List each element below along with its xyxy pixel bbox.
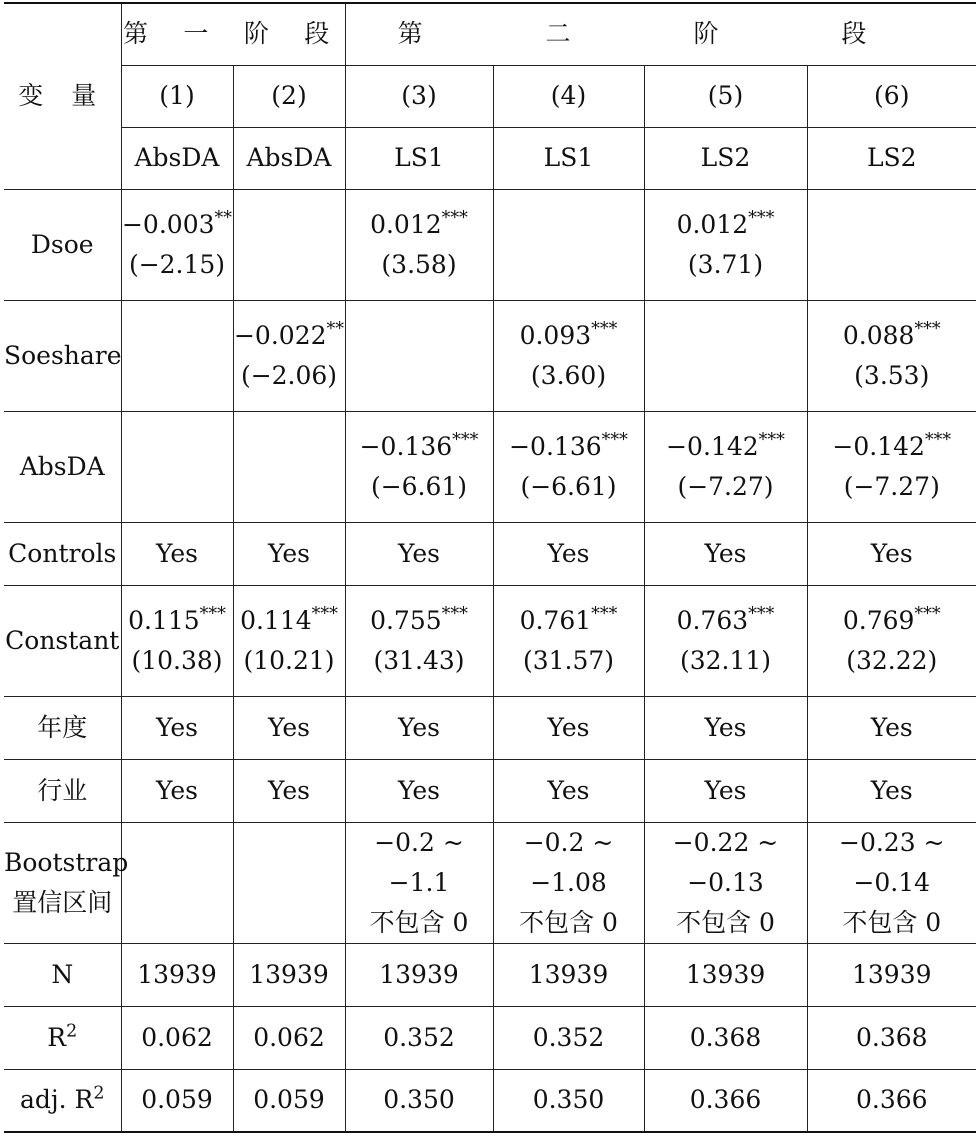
stage2-header <box>345 3 976 65</box>
table-cell: 0.352 <box>345 1006 493 1069</box>
coef-value: 0.012 <box>676 209 749 239</box>
table-cell: Yes <box>345 522 493 585</box>
row-label-constant: Constant <box>4 585 121 696</box>
t-statistic: (−6.61) <box>370 471 468 501</box>
row-adj-r2 <box>4 1069 976 1132</box>
coef-cell <box>644 189 807 300</box>
column-number: (4) <box>493 65 644 127</box>
table-cell: Yes <box>644 696 807 759</box>
coef-value: −0.142 <box>832 431 925 461</box>
table-cell: Yes <box>345 696 493 759</box>
row-controls <box>4 522 976 585</box>
bootstrap-label-line1: Bootstrap <box>4 847 129 877</box>
t-statistic: (10.21) <box>243 645 335 675</box>
table-cell: 13939 <box>493 943 644 1006</box>
row-label-dsoe: Dsoe <box>4 189 121 300</box>
row-label-r2 <box>4 1006 121 1069</box>
table-cell: Yes <box>807 759 976 822</box>
coef-cell <box>121 585 233 696</box>
r2-label-base: R <box>47 1022 67 1052</box>
column-number: (5) <box>644 65 807 127</box>
column-number: (6) <box>807 65 976 127</box>
ci-cell <box>345 822 493 943</box>
coef-value: −0.136 <box>359 431 453 461</box>
significance-stars: *** <box>311 603 338 624</box>
coef-cell <box>345 189 493 300</box>
row-label-bootstrap <box>4 822 129 943</box>
ci-range: −0.2 ~ −1.08 <box>523 827 614 897</box>
ci-cell <box>807 822 976 943</box>
significance-stars: *** <box>441 207 468 228</box>
row-label-year: 年度 <box>4 696 121 759</box>
coef-value: 0.093 <box>519 320 592 350</box>
table-cell: Yes <box>493 522 644 585</box>
significance-stars: *** <box>758 429 785 450</box>
ci-cell <box>233 822 345 943</box>
row-label-industry: 行业 <box>4 759 121 822</box>
coef-value: 0.115 <box>128 605 200 635</box>
coef-cell <box>121 300 233 411</box>
t-statistic: (31.43) <box>373 645 465 675</box>
coef-value: 0.755 <box>370 605 442 635</box>
coef-value: −0.142 <box>666 431 759 461</box>
coef-value: 0.761 <box>519 605 592 635</box>
significance-stars: *** <box>748 207 775 228</box>
row-label-absda: AbsDA <box>4 411 121 522</box>
r2-label-sup: 2 <box>66 1020 78 1041</box>
coef-cell <box>345 300 493 411</box>
header-column-number-row <box>4 65 976 127</box>
coef-cell <box>807 585 976 696</box>
table-cell: Yes <box>807 522 976 585</box>
dependent-variable: LS2 <box>644 127 807 189</box>
significance-stars: *** <box>914 318 941 339</box>
variable-header <box>4 3 121 189</box>
t-statistic: (10.38) <box>131 645 223 675</box>
t-statistic: (−2.06) <box>240 360 338 390</box>
table-cell: 0.352 <box>493 1006 644 1069</box>
coef-cell <box>121 411 233 522</box>
row-year <box>4 696 976 759</box>
coef-cell <box>233 300 345 411</box>
row-label-soeshare: Soeshare <box>4 300 121 411</box>
coef-cell <box>345 585 493 696</box>
row-absda <box>4 411 976 522</box>
significance-stars: *** <box>601 429 628 450</box>
coef-cell <box>644 411 807 522</box>
coef-cell <box>233 411 345 522</box>
table-cell: Yes <box>493 696 644 759</box>
table-cell: Yes <box>121 759 233 822</box>
coef-value: −0.136 <box>509 431 602 461</box>
ci-note: 不包含 0 <box>519 907 618 937</box>
coef-value: 0.012 <box>370 209 442 239</box>
coef-cell <box>807 411 976 522</box>
ci-cell <box>493 822 644 943</box>
column-number: (2) <box>233 65 345 127</box>
t-statistic: (3.58) <box>381 249 457 279</box>
t-statistic: (32.22) <box>846 645 938 675</box>
ci-range: −0.22 ~ −0.13 <box>672 827 779 897</box>
table-cell: 0.368 <box>644 1006 807 1069</box>
dependent-variable: AbsDA <box>121 127 233 189</box>
row-label-adj-r2 <box>4 1069 121 1132</box>
dependent-variable: AbsDA <box>233 127 345 189</box>
t-statistic: (−7.27) <box>677 471 774 501</box>
coef-value: 0.088 <box>842 320 915 350</box>
coef-value: −0.003 <box>121 209 215 239</box>
column-number: (3) <box>345 65 493 127</box>
table-cell: Yes <box>121 522 233 585</box>
ci-cell <box>121 822 233 943</box>
coef-cell <box>493 189 644 300</box>
table-cell: 0.059 <box>233 1069 345 1132</box>
row-bootstrap <box>4 822 976 943</box>
ci-note: 不包含 0 <box>676 907 775 937</box>
dependent-variable: LS1 <box>345 127 493 189</box>
header-dependent-var-row <box>4 127 976 189</box>
table-cell: 0.059 <box>121 1069 233 1132</box>
coef-cell <box>233 189 345 300</box>
significance-stars: ** <box>214 207 233 228</box>
coef-value: 0.769 <box>842 605 915 635</box>
t-statistic: (−2.15) <box>128 249 226 279</box>
t-statistic: (3.60) <box>530 360 607 390</box>
dependent-variable: LS1 <box>493 127 644 189</box>
column-number: (1) <box>121 65 233 127</box>
table-cell: 13939 <box>644 943 807 1006</box>
table-cell: 13939 <box>345 943 493 1006</box>
bootstrap-label-line2: 置信区间 <box>12 887 113 917</box>
row-label-n: N <box>4 943 121 1006</box>
table-cell: 0.350 <box>345 1069 493 1132</box>
variable-header-label: 变 量 <box>18 81 107 111</box>
dependent-variable: LS2 <box>807 127 976 189</box>
coef-cell <box>807 300 976 411</box>
row-soeshare <box>4 300 976 411</box>
t-statistic: (3.71) <box>687 249 764 279</box>
significance-stars: *** <box>441 603 468 624</box>
coef-value: 0.114 <box>240 605 312 635</box>
table-cell: 13939 <box>807 943 976 1006</box>
ci-range: −0.23 ~ −0.14 <box>839 827 945 897</box>
coef-value: −0.022 <box>233 320 327 350</box>
significance-stars: *** <box>748 603 775 624</box>
stage1-label: 第 一 阶 段 <box>122 19 344 49</box>
t-statistic: (31.57) <box>522 645 615 675</box>
coef-cell <box>807 189 976 300</box>
adj-r2-label-base: adj. R <box>19 1085 94 1115</box>
coef-cell <box>233 585 345 696</box>
significance-stars: *** <box>452 429 479 450</box>
table-cell: Yes <box>233 522 345 585</box>
header-stage-row <box>4 3 976 65</box>
significance-stars: *** <box>591 318 618 339</box>
table-cell: 13939 <box>121 943 233 1006</box>
table-cell: Yes <box>121 696 233 759</box>
table-cell: 0.366 <box>807 1069 976 1132</box>
stage2-label: 第 二 阶 段 <box>397 19 924 49</box>
table-cell: Yes <box>233 759 345 822</box>
t-statistic: (3.53) <box>854 360 930 390</box>
coef-value: 0.763 <box>676 605 749 635</box>
significance-stars: *** <box>199 603 226 624</box>
table-cell: Yes <box>807 696 976 759</box>
row-constant <box>4 585 976 696</box>
table-cell: 0.062 <box>121 1006 233 1069</box>
adj-r2-label-sup: 2 <box>93 1083 105 1104</box>
regression-results-table <box>4 2 976 1133</box>
t-statistic: (32.11) <box>679 645 772 675</box>
coef-cell <box>493 300 644 411</box>
ci-note: 不包含 0 <box>369 907 469 937</box>
coef-cell <box>644 585 807 696</box>
coef-cell <box>121 189 233 300</box>
significance-stars: *** <box>924 429 952 450</box>
table-cell: 0.350 <box>493 1069 644 1132</box>
row-dsoe <box>4 189 976 300</box>
stage1-header <box>121 3 345 65</box>
coef-cell <box>493 411 644 522</box>
table-cell: Yes <box>644 759 807 822</box>
coef-cell <box>345 411 493 522</box>
coef-cell <box>493 585 644 696</box>
table-cell: 0.366 <box>644 1069 807 1132</box>
table-cell: 0.368 <box>807 1006 976 1069</box>
ci-cell <box>644 822 807 943</box>
significance-stars: ** <box>326 318 345 339</box>
significance-stars: *** <box>914 603 941 624</box>
significance-stars: *** <box>591 603 618 624</box>
ci-range: −0.2 ~ −1.1 <box>374 827 464 897</box>
table-cell: Yes <box>345 759 493 822</box>
row-label-controls: Controls <box>4 522 121 585</box>
ci-note: 不包含 0 <box>842 907 942 937</box>
row-n <box>4 943 976 1006</box>
table-cell: 13939 <box>233 943 345 1006</box>
t-statistic: (−6.61) <box>520 471 617 501</box>
row-industry <box>4 759 976 822</box>
table-cell: Yes <box>493 759 644 822</box>
table-cell: Yes <box>644 522 807 585</box>
t-statistic: (−7.27) <box>843 471 940 501</box>
row-r2 <box>4 1006 976 1069</box>
coef-cell <box>644 300 807 411</box>
table-cell: Yes <box>233 696 345 759</box>
table-cell: 0.062 <box>233 1006 345 1069</box>
